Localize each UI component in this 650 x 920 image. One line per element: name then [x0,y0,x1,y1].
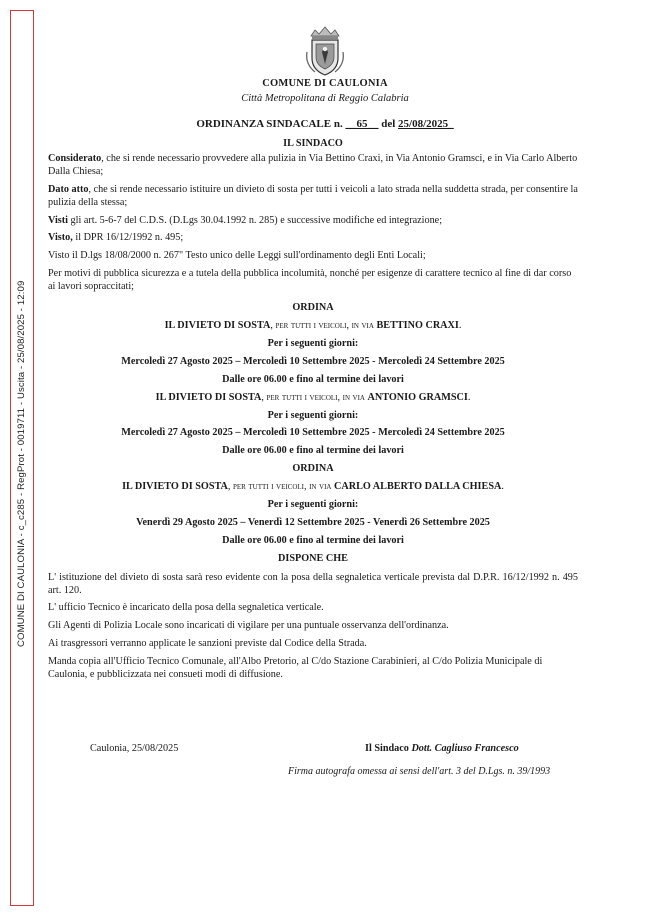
divieto-1-prefix: IL DIVIETO DI SOSTA [164,319,271,331]
divieto-2-mid: , per tutti i veicoli, in via [261,391,368,403]
il-sindaco-heading: IL SINDACO [283,138,343,149]
sindaco-label: Il Sindaco [365,743,412,754]
divieto-3-street: CARLO ALBERTO DALLA CHIESA [334,481,502,493]
dispone-paragraph-5: Manda copia all'Ufficio Tecnico Comunale, all'Albo Pretorio, al C/do Stazione Carabinieri, al C/do Polizia Municipale di Caulonia, e pubblicizzata nei consueti modi di diffusione. [48,656,543,681]
visti-text: gli art. 5-6-7 del C.D.S. (D.Lgs 30.04.1992 n. 285) e successive modifiche ed integrazione; [68,214,443,226]
divieto-3-mid: , per tutti i veicoli, in via [227,481,335,493]
comune-title: COMUNE DI CAULONIA [262,78,388,89]
per-giorni-2: Per i seguenti giorni: [267,409,359,421]
dates-line-1: Mercoledì 27 Agosto 2025 – Mercoledì 10 Settembre 2025 - Mercoledì 24 Settembre 2025 [121,355,505,367]
divieto-1-mid: , per tutti i veicoli, in via [270,319,377,331]
visto-dlgs-paragraph: Visto il D.lgs 18/08/2000 n. 267" Testo unico delle Leggi sull'ordinamento degli Enti Locali; [48,250,426,262]
divieto-line-3: IL DIVIETO DI SOSTA, per tutti i veicoli, in via CARLO ALBERTO DALLA CHIESA. [122,481,504,493]
visti-paragraph [48,215,578,228]
firma-autografa-note: Firma autografa omessa ai sensi dell'art. 3 del D.Lgs. n. 39/1993 [288,766,551,777]
considerato-paragraph [48,153,578,179]
visto-text: il DPR 16/12/1992 n. 495; [72,232,184,244]
ordinanza-del-label: del [381,118,396,130]
municipal-coat-of-arms-icon [303,24,347,78]
dispone-paragraph-1: L' istituzione del divieto di sosta sarà reso evidente con la posa della segnaletica verticale prevista dal D.P.R. 16/12/1992 n. 495 art. 120. [48,571,578,596]
divieto-line-2: IL DIVIETO DI SOSTA, per tutti i veicoli, in via ANTONIO GRAMSCI. [155,391,471,403]
divieto-2-prefix: IL DIVIETO DI SOSTA [155,391,262,403]
ordinanza-number: __65__ [345,118,379,130]
dato-atto-paragraph [48,184,578,210]
motivi-paragraph: Per motivi di pubblica sicurezza e a tutela della pubblica incolumità, nonché per esigenze di carattere tecnico al fine di dar corso ai lavori sopraccitati; [48,268,572,293]
place-date: Caulonia, 25/08/2025 [90,743,179,754]
ordinanza-label: ORDINANZA SINDACALE n. [196,118,343,130]
sindaco-signature [365,743,519,754]
dates-line-2: Mercoledì 27 Agosto 2025 – Mercoledì 10 Settembre 2025 - Mercoledì 24 Settembre 2025 [121,427,505,439]
ordina-heading-2: ORDINA [292,463,334,475]
visti-label: Visti [48,214,68,226]
visto-label: Visto, [48,232,73,244]
ordinanza-date: 25/08/2025_ [398,118,454,130]
ordinanza-heading [0,118,650,130]
dispone-paragraph-4: Ai trasgressori verranno applicate le sanzioni previste dal Codice della Strada. [48,638,367,650]
visto-dpr-paragraph [48,232,578,245]
orario-line-1: Dalle ore 06.00 e fino al termine dei lavori [222,373,404,385]
ordinance-body [48,138,578,687]
citta-subtitle: Città Metropolitana di Reggio Calabria [241,93,409,104]
per-giorni-3: Per i seguenti giorni: [267,499,359,511]
protocol-stamp-text: COMUNE DI CAULONIA - c_c285 - RegProt - 0019711 - Uscita - 25/08/2025 - 12:09 [16,280,27,647]
dispone-paragraph-3: Gli Agenti di Polizia Locale sono incaricati di vigilare per una puntuale osservanza dell'ordinanza. [48,620,449,632]
dates-line-3: Venerdì 29 Agosto 2025 – Venerdì 12 Settembre 2025 - Venerdì 26 Settembre 2025 [136,516,490,528]
per-giorni-1: Per i seguenti giorni: [267,337,359,349]
ordina-heading-1: ORDINA [292,302,334,314]
considerato-label: Considerato [48,152,102,164]
orario-line-3: Dalle ore 06.00 e fino al termine dei lavori [222,534,404,546]
dato-atto-text: , che si rende necessario istituire un divieto di sosta per tutti i veicoli a lato strada nella suddetta strada, per consentire la pulizia della stessa; [48,183,578,208]
considerato-text: , che si rende necessario provvedere alla pulizia in Via Bettino Craxi, in Via Antonio Gramsci, e in Via Carlo Alberto Dalla Chiesa; [48,152,578,177]
divieto-line-1: IL DIVIETO DI SOSTA, per tutti i veicoli, in via BETTINO CRAXI. [164,319,462,331]
dispone-paragraph-2: L' ufficio Tecnico è incaricato della posa della segnaletica verticale. [48,602,324,614]
dato-atto-label: Dato atto [48,183,89,195]
divieto-1-street: BETTINO CRAXI [376,319,459,331]
sindaco-name: Dott. Cagliuso Francesco [411,743,519,754]
dispone-che-heading: DISPONE CHE [278,552,348,564]
orario-line-2: Dalle ore 06.00 e fino al termine dei lavori [222,445,404,457]
divieto-3-prefix: IL DIVIETO DI SOSTA [122,481,228,493]
divieto-2-street: ANTONIO GRAMSCI [367,391,468,403]
